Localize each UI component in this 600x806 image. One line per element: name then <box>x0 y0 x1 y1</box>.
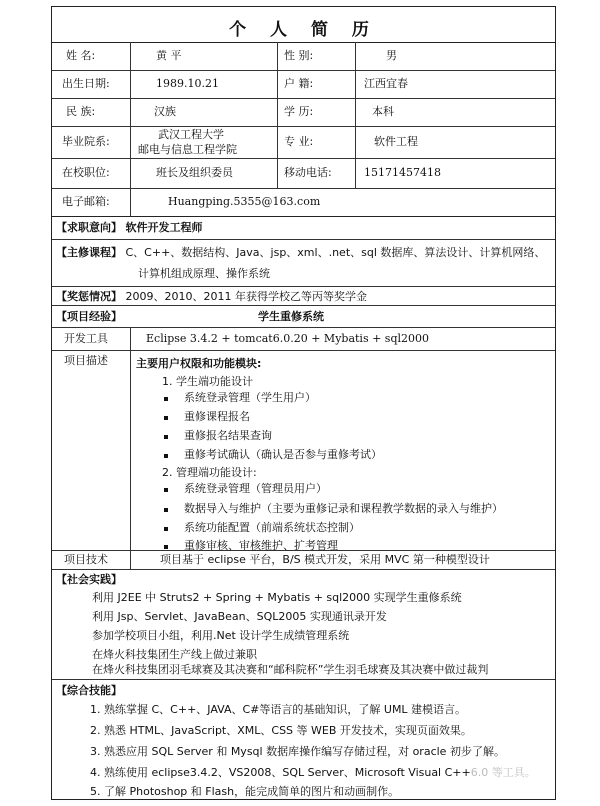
practice-item: 参加学校项目小组，利用.Net 设计学生成绩管理系统 <box>92 629 350 642</box>
gender-value: 男 <box>386 49 397 62</box>
divider <box>52 679 555 680</box>
group2-item: 数据导入与维护（主要为重修记录和课程教学数据的录入与维护） <box>184 502 503 515</box>
desc-heading: 主要用户权限和功能模块: <box>136 357 262 370</box>
project-label: 【项目经验】 <box>56 310 122 323</box>
awards-row <box>56 290 367 304</box>
skills-label: 【综合技能】 <box>56 684 122 697</box>
divider <box>52 126 555 127</box>
email-label: 电子邮箱: <box>62 195 110 208</box>
desc-label: 项目描述 <box>64 354 108 367</box>
divider <box>52 305 555 306</box>
phone-value: 15171457418 <box>364 166 441 179</box>
intent-row <box>56 221 203 235</box>
tech-label: 项目技术 <box>64 553 108 566</box>
ethnic-label: 民 族: <box>66 105 96 118</box>
skill-item: 5. 了解 Photoshop 和 Flash，能完成简单的图片和动画制作。 <box>90 785 400 798</box>
project-name: 学生重修系统 <box>258 310 324 323</box>
skill-item: 3. 熟悉应用 SQL Server 和 Mysql 数据库操作编写存储过程，对 oracle 初步了解。 <box>90 745 505 758</box>
intent-value: 软件开发工程师 <box>125 221 203 234</box>
group1-item: 重修课程报名 <box>184 410 250 423</box>
divider <box>52 42 555 43</box>
group1-item: 重修考试确认（确认是否参与重修考试） <box>184 448 382 461</box>
divider <box>52 188 555 189</box>
education-label: 学 历: <box>284 105 314 118</box>
major-label: 专 业: <box>284 135 314 148</box>
bullet-icon <box>164 416 168 420</box>
divider <box>52 70 555 71</box>
ethnic-value: 汉族 <box>154 105 176 118</box>
awards-label: 【奖惩情况】 <box>56 290 122 303</box>
group2-item: 重修审核、审核维护、扩考管理 <box>184 539 338 552</box>
name-label: 姓 名: <box>66 49 96 62</box>
group1-heading: 1. 学生端功能设计 <box>162 375 253 388</box>
practice-item: 利用 Jsp、Servlet、JavaBean、SQL2005 实现通讯录开发 <box>92 610 387 623</box>
name-value: 黄 平 <box>156 49 182 62</box>
group1-item: 系统登录管理（学生用户） <box>184 391 316 404</box>
group2-item: 系统功能配置（前端系统状态控制） <box>184 521 360 534</box>
tools-value: Eclipse 3.4.2 + tomcat6.0.20 + Mybatis + sql2000 <box>146 332 429 345</box>
email-value[interactable]: Huangping.5355@163.com <box>168 195 321 208</box>
courses-row <box>56 246 545 260</box>
skill-item <box>90 766 536 780</box>
group2-heading: 2. 管理端功能设计: <box>162 466 257 479</box>
education-value: 本科 <box>372 105 394 118</box>
divider <box>52 327 555 328</box>
birth-value: 1989.10.21 <box>156 77 219 90</box>
school-value-line2: 邮电与信息工程学院 <box>138 143 237 156</box>
bullet-icon <box>164 454 168 458</box>
awards-value: 2009、2010、2011 年获得学校乙等丙等奖学金 <box>125 290 367 303</box>
tech-value: 项目基于 eclipse 平台，B/S 模式开发，采用 MVC 第一种模型设计 <box>160 553 490 566</box>
practice-item: 在烽火科技集团生产线上做过兼职 <box>92 648 257 661</box>
practice-item: 利用 J2EE 中 Struts2 + Spring + Mybatis + sql2000 实现学生重修系统 <box>92 591 462 604</box>
skill-item: 1. 熟练掌握 C、C++、JAVA、C#等语言的基础知识，了解 UML 建模语言。 <box>90 703 467 716</box>
bullet-icon <box>164 488 168 492</box>
column-line <box>277 42 278 188</box>
group1-item: 重修报名结果查询 <box>184 429 272 442</box>
bullet-icon <box>164 435 168 439</box>
hukou-value: 江西宜春 <box>364 77 408 90</box>
practice-item: 在烽火科技集团羽毛球赛及其决赛和“邮科院杯”学生羽毛球赛及其决赛中做过裁判 <box>92 663 489 676</box>
divider <box>52 239 555 240</box>
skill-item: 2. 熟悉 HTML、JavaScript、XML、CSS 等 WEB 开发技术，实现页面效果。 <box>90 724 472 737</box>
divider <box>52 98 555 99</box>
bullet-icon <box>164 508 168 512</box>
hukou-label: 户 籍: <box>284 77 314 90</box>
divider <box>52 216 555 217</box>
post-label: 在校职位: <box>62 166 110 179</box>
bullet-icon <box>164 545 168 549</box>
courses-line2: 计算机组成原理、操作系统 <box>138 267 270 280</box>
divider <box>52 569 555 570</box>
bullet-icon <box>164 527 168 531</box>
bullet-icon <box>164 397 168 401</box>
column-line <box>130 42 131 216</box>
divider <box>52 158 555 159</box>
gender-label: 性 别: <box>284 49 314 62</box>
column-line <box>130 327 131 569</box>
page-title: 个 人 简 历 <box>229 20 378 40</box>
divider <box>52 286 555 287</box>
tools-label: 开发工具 <box>64 332 108 345</box>
intent-label: 【求职意向】 <box>56 221 122 234</box>
school-label: 毕业院系: <box>62 135 110 148</box>
divider <box>52 350 555 351</box>
resume-sheet <box>51 6 556 800</box>
courses-line1: C、C++、数据结构、Java、jsp、xml、.net、sql 数据库、算法设计、计算机网络、 <box>125 246 546 259</box>
post-value: 班长及组织委员 <box>156 166 233 179</box>
practice-label: 【社会实践】 <box>56 573 122 586</box>
skill-item-tail: 6.0 等工具。 <box>470 766 536 779</box>
major-value: 软件工程 <box>374 135 418 148</box>
birth-label: 出生日期: <box>62 77 110 90</box>
column-line <box>355 42 356 188</box>
courses-label: 【主修课程】 <box>56 246 122 259</box>
group2-item: 系统登录管理（管理员用户） <box>184 482 327 495</box>
phone-label: 移动电话: <box>284 166 332 179</box>
skill-item-text: 4. 熟练使用 eclipse3.4.2、VS2008、SQL Server、Microsoft Visual C++ <box>90 766 471 779</box>
school-value-line1: 武汉工程大学 <box>158 128 224 141</box>
